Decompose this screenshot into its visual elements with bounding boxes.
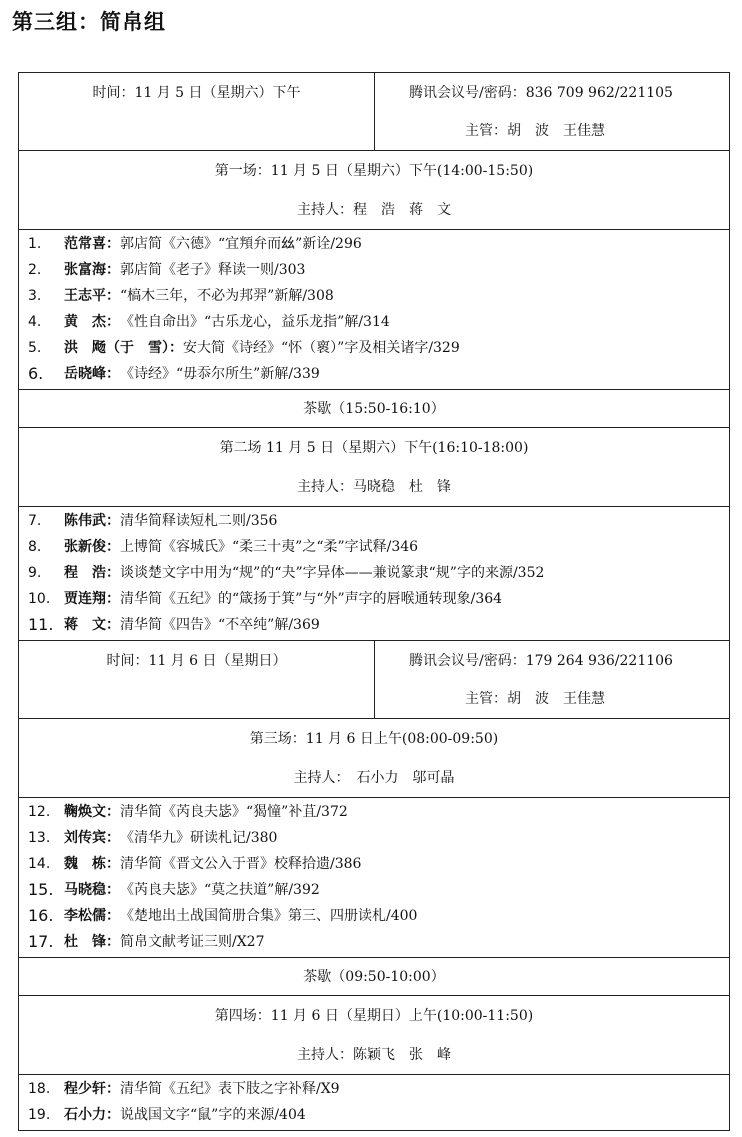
day2-supervisor: 主管：胡 波 王佳慧 xyxy=(465,691,605,707)
speaker-name: 李松儒： xyxy=(64,908,120,924)
day2-time: 时间：11 月 6 日（星期日） xyxy=(106,653,287,669)
list-item xyxy=(19,361,729,387)
paper-title: 郭店简《六德》“宜頖弁而𢆶”新诠/296 xyxy=(120,236,362,252)
speaker-name: 洪 飏（于 雪）： xyxy=(64,340,183,356)
day2-meeting-cell xyxy=(375,641,729,718)
paper-title: 清华简《四告》“不卒纯”解/369 xyxy=(120,617,320,633)
paper-title: 《清华九》研读札记/380 xyxy=(120,830,278,846)
item-number: 5. xyxy=(28,340,42,356)
day2-time-cell xyxy=(19,641,375,718)
schedule-table xyxy=(18,72,730,1131)
paper-title: 谈谈楚文字中用为“规”的“夬”字异体——兼说篆隶“规”字的来源/352 xyxy=(120,565,545,581)
item-number: 4. xyxy=(28,314,42,330)
speaker-name: 杜 锋： xyxy=(64,934,120,950)
list-item xyxy=(19,903,729,929)
list-item xyxy=(19,1102,729,1128)
day2-header xyxy=(19,640,729,718)
speaker-name: 岳晓峰： xyxy=(64,366,120,382)
paper-title: 清华简《芮良夫毖》“猲憧”补苴/372 xyxy=(120,804,348,820)
list-item xyxy=(19,231,729,257)
speaker-name: 蒋 文： xyxy=(64,617,120,633)
speaker-name: 张新俊： xyxy=(64,539,120,555)
paper-title: 清华简《晋文公入于晋》校释拾遗/386 xyxy=(120,856,362,872)
item-number: 17. xyxy=(28,932,54,951)
session2-list xyxy=(19,506,729,640)
tea-break-2: 茶歇（09:50-10:00） xyxy=(19,957,729,995)
day1-time: 时间：11 月 5 日（星期六）下午 xyxy=(92,85,301,101)
session3-host: 主持人： 石小力 邬可晶 xyxy=(293,770,455,786)
session4-title: 第四场：11 月 6 日（星期日）上午(10:00-11:50) xyxy=(214,1008,534,1024)
item-number: 19. xyxy=(28,1107,51,1123)
speaker-name: 石小力： xyxy=(64,1107,120,1123)
speaker-name: 刘传宾： xyxy=(64,830,120,846)
paper-title: “槁木三年，不必为邦羿”新解/308 xyxy=(120,288,334,304)
paper-title: 安大简《诗经》“怀（褱）”字及相关诸字/329 xyxy=(183,340,460,356)
day2-meeting-info: 腾讯会议号/密码：179 264 936/221106 xyxy=(409,653,673,669)
session1-header xyxy=(19,150,729,229)
list-item xyxy=(19,877,729,903)
paper-title: 《芮良夫毖》“莫之扶道”解/392 xyxy=(120,882,320,898)
speaker-name: 程少轩： xyxy=(64,1081,120,1097)
list-item xyxy=(19,612,729,638)
paper-title: 《楚地出土战国简册合集》第三、四册读札/400 xyxy=(120,908,418,924)
item-number: 16. xyxy=(28,906,54,925)
paper-title: 简帛文献考证三则/X27 xyxy=(120,934,265,950)
speaker-name: 王志平： xyxy=(64,288,120,304)
item-number: 11. xyxy=(28,615,54,634)
item-number: 6. xyxy=(28,364,44,383)
paper-title: 清华简《五纪》的“箴扬于箕”与“外”声字的唇喉通转现象/364 xyxy=(120,591,503,607)
list-item xyxy=(19,508,729,534)
session1-host: 主持人：程 浩 蒋 文 xyxy=(297,202,451,218)
list-item xyxy=(19,929,729,955)
item-number: 10. xyxy=(28,591,51,607)
paper-title: 郭店简《老子》释读一则/303 xyxy=(120,262,306,278)
day1-meeting-cell xyxy=(375,73,729,150)
day1-header xyxy=(19,73,729,150)
speaker-name: 魏 栋： xyxy=(64,856,120,872)
list-item xyxy=(19,257,729,283)
paper-title: 说战国文字“鼠”字的来源/404 xyxy=(120,1107,306,1123)
list-item xyxy=(19,283,729,309)
list-item xyxy=(19,309,729,335)
session4-header xyxy=(19,995,729,1074)
item-number: 2. xyxy=(28,262,42,278)
session3-header xyxy=(19,718,729,797)
list-item xyxy=(19,851,729,877)
session3-title: 第三场：11 月 6 日上午(08:00-09:50) xyxy=(249,731,499,747)
day1-supervisor: 主管：胡 波 王佳慧 xyxy=(465,123,605,139)
item-number: 15. xyxy=(28,880,54,899)
session2-host: 主持人：马晓稳 杜 锋 xyxy=(297,479,451,495)
tea-break-1: 茶歇（15:50-16:10） xyxy=(19,389,729,427)
list-item xyxy=(19,799,729,825)
day1-meeting-info: 腾讯会议号/密码：836 709 962/221105 xyxy=(409,85,673,101)
session2-header xyxy=(19,427,729,506)
paper-title: 清华简释读短札二则/356 xyxy=(120,513,278,529)
list-item xyxy=(19,1076,729,1102)
paper-title: 清华简《五纪》表下肢之字补释/X9 xyxy=(120,1081,340,1097)
day1-time-cell xyxy=(19,73,375,150)
paper-title: 上博简《容城氏》“柔三十夷”之“柔”字试释/346 xyxy=(120,539,419,555)
session1-title: 第一场：11 月 5 日（星期六）下午(14:00-15:50) xyxy=(214,163,534,179)
speaker-name: 陈伟武： xyxy=(64,513,120,529)
session2-title: 第二场 11 月 5 日（星期六）下午(16:10-18:00) xyxy=(219,440,529,456)
list-item xyxy=(19,534,729,560)
speaker-name: 鞠焕文： xyxy=(64,804,120,820)
speaker-name: 黄 杰： xyxy=(64,314,120,330)
speaker-name: 马晓稳： xyxy=(64,882,120,898)
page-title: 第三组：简帛组 xyxy=(12,10,166,34)
list-item xyxy=(19,586,729,612)
item-number: 7. xyxy=(28,513,42,529)
item-number: 3. xyxy=(28,288,42,304)
session3-list xyxy=(19,797,729,957)
item-number: 13. xyxy=(28,830,51,846)
session1-list xyxy=(19,229,729,389)
item-number: 12. xyxy=(28,804,51,820)
item-number: 9. xyxy=(28,565,42,581)
speaker-name: 程 浩： xyxy=(64,565,120,581)
list-item xyxy=(19,825,729,851)
item-number: 8. xyxy=(28,539,42,555)
list-item xyxy=(19,335,729,361)
speaker-name: 范常喜： xyxy=(64,236,120,252)
session4-host: 主持人：陈颖飞 张 峰 xyxy=(297,1047,451,1063)
list-item xyxy=(19,560,729,586)
session4-list xyxy=(19,1074,729,1130)
item-number: 14. xyxy=(28,856,51,872)
paper-title: 《诗经》“毋忝尔所生”新解/339 xyxy=(120,366,320,382)
speaker-name: 张富海： xyxy=(64,262,120,278)
item-number: 18. xyxy=(28,1081,51,1097)
speaker-name: 贾连翔： xyxy=(64,591,120,607)
item-number: 1. xyxy=(28,236,42,252)
paper-title: 《性自命出》“古乐龙心，益乐龙指”解/314 xyxy=(120,314,390,330)
